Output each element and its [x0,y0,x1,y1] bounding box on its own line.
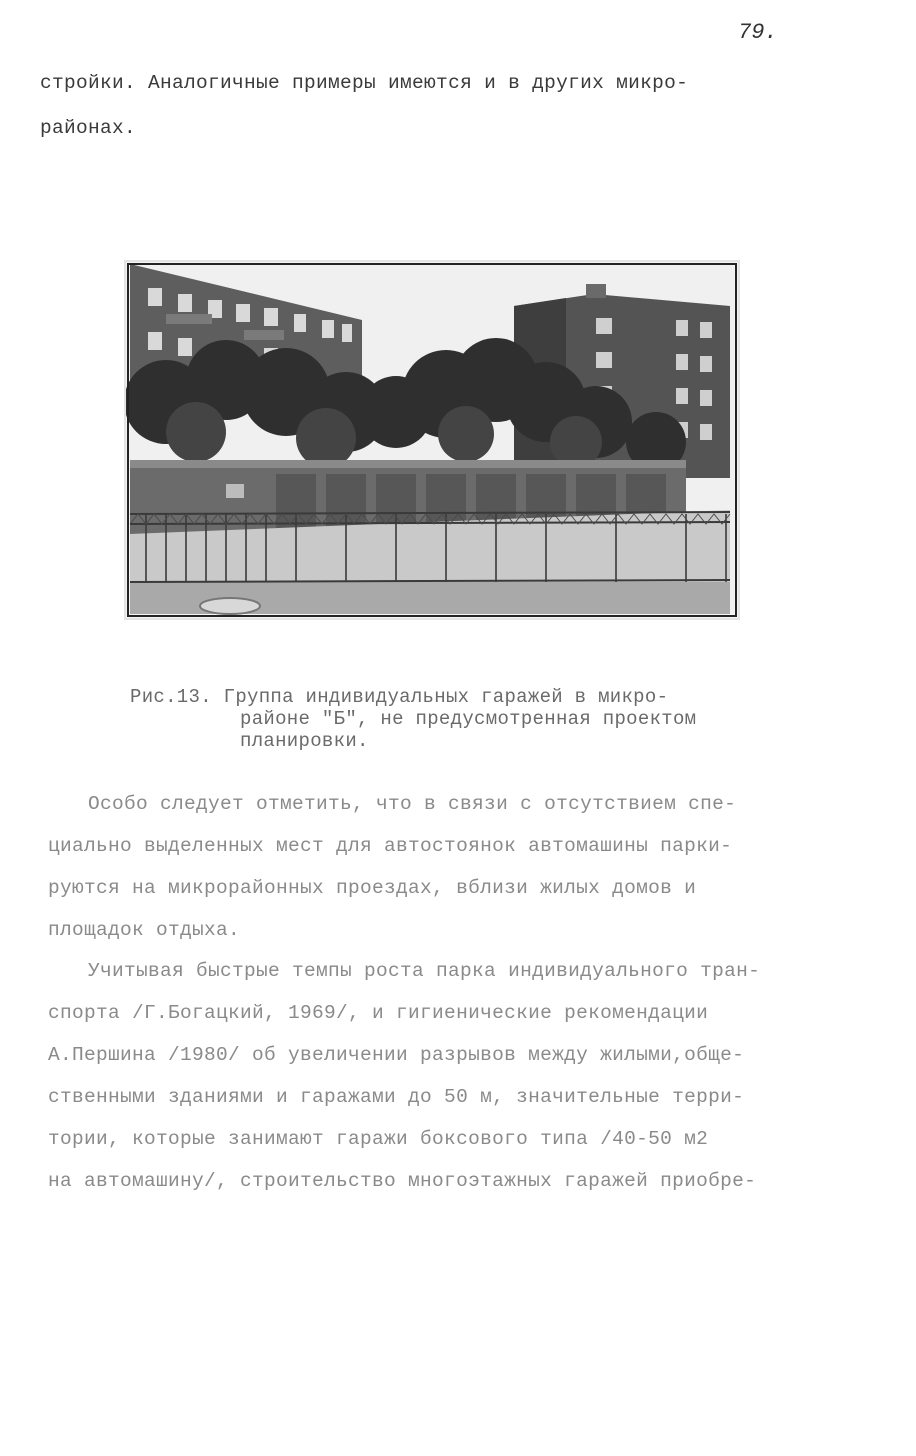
paragraph-1-line-3: руются на микрорайонных проездах, вблизи жилых домов и [48,877,697,899]
figure-caption-line-2: районе "Б", не предусмотренная проектом [240,708,697,730]
figure-caption-line-3: планировки. [240,730,369,752]
intro-line-1: стройки. Аналогичные примеры имеются и в других микро- [40,72,689,94]
paragraph-1-line-2: циально выделенных мест для автостоянок автомашины парки- [48,835,733,857]
paragraph-2-line-5: тории, которые занимают гаражи боксового типа /40-50 м2 [48,1128,709,1150]
paragraph-2-line-1: Учитывая быстрые темпы роста парка индивидуального тран- [88,960,761,982]
paragraph-1-line-1: Особо следует отметить, что в связи с отсутствием спе- [88,793,737,815]
intro-line-2: районах. [40,117,137,139]
paragraph-2-line-2: спорта /Г.Богацкий, 1969/, и гигиенические рекомендации [48,1002,709,1024]
paragraph-2-line-3: А.Першина /1980/ об увеличении разрывов между жилыми,обще- [48,1044,745,1066]
paragraph-2-line-4: ственными зданиями и гаражами до 50 м, значительные терри- [48,1086,745,1108]
garages-photo [126,262,738,618]
paragraph-1-line-4: площадок отдыха. [48,919,241,941]
figure-caption-line-1: Рис.13. Группа индивидуальных гаражей в микро- [130,686,669,708]
paragraph-2-line-6: на автомашину/, строительство многоэтажных гаражей приобре- [48,1170,757,1192]
page-number: 79. [738,20,778,45]
